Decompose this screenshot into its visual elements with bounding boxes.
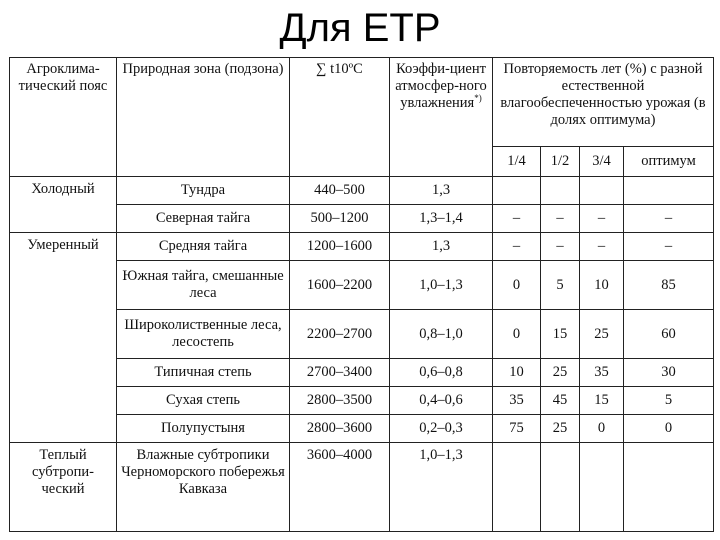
header-three-quarters: 3/4 bbox=[580, 147, 624, 177]
value-cell: 15 bbox=[541, 310, 580, 359]
natural-zone-cell: Полупустыня bbox=[117, 415, 290, 443]
belt-temperate: Умеренный bbox=[10, 233, 117, 443]
belt-warm: Теплый субтропи-ческий bbox=[10, 443, 117, 532]
value-cell: 10 bbox=[493, 359, 541, 387]
header-temp-sum: ∑ t10ºC bbox=[290, 58, 390, 177]
value-cell: – bbox=[541, 233, 580, 261]
coefficient-cell: 1,3 bbox=[390, 177, 493, 205]
value-cell: 10 bbox=[580, 261, 624, 310]
value-cell: 15 bbox=[580, 387, 624, 415]
value-cell bbox=[541, 443, 580, 532]
value-cell: 85 bbox=[624, 261, 714, 310]
value-cell: 35 bbox=[493, 387, 541, 415]
natural-zone-cell: Типичная степь bbox=[117, 359, 290, 387]
value-cell: 25 bbox=[580, 310, 624, 359]
value-cell: 0 bbox=[493, 310, 541, 359]
natural-zone-cell: Влажные субтропики Черноморского побережья Кавказа bbox=[117, 443, 290, 532]
table-row bbox=[10, 443, 714, 532]
coefficient-cell: 1,3–1,4 bbox=[390, 205, 493, 233]
value-cell: 5 bbox=[541, 261, 580, 310]
value-cell: 75 bbox=[493, 415, 541, 443]
value-cell bbox=[541, 177, 580, 205]
value-cell: 25 bbox=[541, 359, 580, 387]
header-coefficient bbox=[390, 58, 493, 177]
value-cell: – bbox=[493, 233, 541, 261]
natural-zone-cell: Сухая степь bbox=[117, 387, 290, 415]
value-cell: – bbox=[580, 233, 624, 261]
natural-zone-cell: Южная тайга, смешанные леса bbox=[117, 261, 290, 310]
coefficient-cell: 0,8–1,0 bbox=[390, 310, 493, 359]
slide-title: Для ЕТР bbox=[279, 6, 441, 50]
value-cell: 5 bbox=[624, 387, 714, 415]
header-half: 1/2 bbox=[541, 147, 580, 177]
header-natural-zone: Природная зона (подзона) bbox=[117, 58, 290, 177]
temp-sum-cell: 1600–2200 bbox=[290, 261, 390, 310]
table-row bbox=[10, 177, 714, 205]
belt-cold: Холодный bbox=[10, 177, 117, 233]
value-cell: – bbox=[541, 205, 580, 233]
coefficient-cell: 0,6–0,8 bbox=[390, 359, 493, 387]
temp-sum-cell: 440–500 bbox=[290, 177, 390, 205]
value-cell: 30 bbox=[624, 359, 714, 387]
temp-sum-cell: 2800–3600 bbox=[290, 415, 390, 443]
value-cell bbox=[493, 177, 541, 205]
value-cell: 60 bbox=[624, 310, 714, 359]
header-coefficient-note: *) bbox=[474, 93, 482, 104]
header-belt: Агроклима-тический пояс bbox=[10, 58, 117, 177]
header-row bbox=[10, 58, 714, 147]
value-cell bbox=[624, 177, 714, 205]
natural-zone-cell: Тундра bbox=[117, 177, 290, 205]
header-optimum: оптимум bbox=[624, 147, 714, 177]
value-cell bbox=[624, 443, 714, 532]
value-cell: 0 bbox=[624, 415, 714, 443]
value-cell bbox=[493, 443, 541, 532]
agroclimate-table bbox=[9, 57, 714, 532]
header-repeatability: Повторяемость лет (%) с разной естественной влагообеспеченностью урожая (в долях оптимума) bbox=[493, 58, 714, 147]
temp-sum-cell: 2200–2700 bbox=[290, 310, 390, 359]
temp-sum-cell: 500–1200 bbox=[290, 205, 390, 233]
header-coefficient-label: Коэффи-циент атмосфер-ного увлажнения bbox=[395, 61, 487, 111]
value-cell: – bbox=[580, 205, 624, 233]
natural-zone-cell: Средняя тайга bbox=[117, 233, 290, 261]
temp-sum-cell: 3600–4000 bbox=[290, 443, 390, 532]
coefficient-cell: 0,4–0,6 bbox=[390, 387, 493, 415]
value-cell: 45 bbox=[541, 387, 580, 415]
table-row bbox=[10, 233, 714, 261]
coefficient-cell: 1,3 bbox=[390, 233, 493, 261]
value-cell: 35 bbox=[580, 359, 624, 387]
value-cell: – bbox=[624, 233, 714, 261]
temp-sum-cell: 1200–1600 bbox=[290, 233, 390, 261]
value-cell: 25 bbox=[541, 415, 580, 443]
temp-sum-cell: 2800–3500 bbox=[290, 387, 390, 415]
coefficient-cell: 1,0–1,3 bbox=[390, 261, 493, 310]
value-cell: 0 bbox=[493, 261, 541, 310]
temp-sum-cell: 2700–3400 bbox=[290, 359, 390, 387]
value-cell: 0 bbox=[580, 415, 624, 443]
coefficient-cell: 0,2–0,3 bbox=[390, 415, 493, 443]
value-cell bbox=[580, 177, 624, 205]
coefficient-cell: 1,0–1,3 bbox=[390, 443, 493, 532]
value-cell: – bbox=[624, 205, 714, 233]
header-quarter: 1/4 bbox=[493, 147, 541, 177]
natural-zone-cell: Широколиственные леса, лесостепь bbox=[117, 310, 290, 359]
natural-zone-cell: Северная тайга bbox=[117, 205, 290, 233]
value-cell bbox=[580, 443, 624, 532]
value-cell: – bbox=[493, 205, 541, 233]
